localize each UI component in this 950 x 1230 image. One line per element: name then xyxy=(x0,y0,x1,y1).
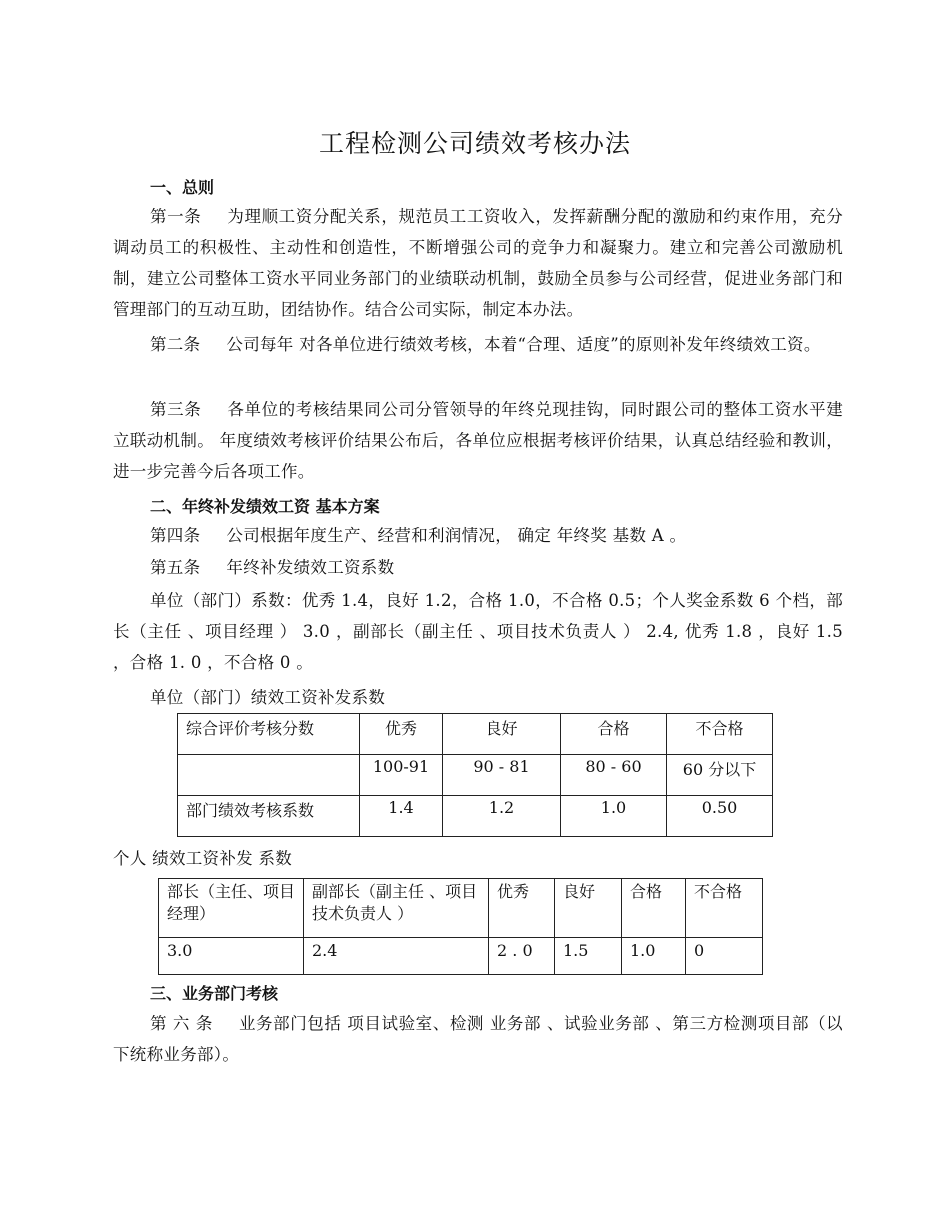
table-header-cell: 优秀 xyxy=(360,714,443,755)
table-cell: 1.0 xyxy=(561,796,667,837)
table-row xyxy=(159,879,763,938)
table-header-cell: 不合格 xyxy=(667,714,773,755)
article-6 xyxy=(113,1008,843,1070)
table-row xyxy=(178,714,773,755)
table2-caption: 个人 绩效工资补发 系数 xyxy=(113,849,293,868)
section-heading-plan: 二、年终补发绩效工资 基本方案 xyxy=(150,497,380,516)
table-header-cell: 综合评价考核分数 xyxy=(178,714,360,755)
article-4 xyxy=(113,520,843,551)
table-cell: 1.5 xyxy=(555,938,622,975)
table-cell: 60 分以下 xyxy=(667,755,773,796)
article-1 xyxy=(113,201,843,325)
table-row xyxy=(178,755,773,796)
table-row xyxy=(159,938,763,975)
article-5 xyxy=(113,552,843,583)
department-coefficient-table xyxy=(177,713,773,837)
table-header-cell: 良好 xyxy=(443,714,561,755)
table-cell: 2.4 xyxy=(304,938,489,975)
table-cell: 1.2 xyxy=(443,796,561,837)
table-cell: 1.4 xyxy=(360,796,443,837)
article-3-label: 第三条 xyxy=(150,400,202,419)
article-5-text: 年终补发绩效工资系数 xyxy=(226,558,395,577)
table-cell: 90 - 81 xyxy=(443,755,561,796)
table-header-cell: 合格 xyxy=(622,879,686,938)
document-title: 工程检测公司绩效考核办法 xyxy=(318,129,631,158)
article-3 xyxy=(113,394,843,487)
table-header-cell: 部长（主任、项目经理） xyxy=(159,879,304,938)
coefficient-description: 单位（部门）系数：优秀 1.4，良好 1.2，合格 1.0，不合格 0.5；个人奖金系数 6 个档，部长（主任 、项目经理 ） 3.0 ，副部长（副主任 、项目技术负责人 ） 2.4, 优秀 1.8 ，良好 1.5 ，合格 1. 0 ，不合格 0 。 xyxy=(113,591,843,672)
table-cell: 部门绩效考核系数 xyxy=(178,796,360,837)
article-3-text: 各单位的考核结果同公司分管领导的年终兑现挂钩，同时跟公司的整体工资水平建立联动机制。 年度绩效考核评价结果公布后，各单位应根据考核评价结果，认真总结经验和教训，进一步完善今后各项工作。 xyxy=(113,400,843,481)
table-header-cell: 副部长（副主任 、项目技术负责人 ） xyxy=(304,879,489,938)
table-cell xyxy=(178,755,360,796)
section-heading-general: 一、总则 xyxy=(150,178,215,197)
table-header-cell: 不合格 xyxy=(686,879,763,938)
article-1-text: 为理顺工资分配关系，规范员工工资收入，发挥薪酬分配的激励和约束作用，充分调动员工的积极性、主动性和创造性，不断增强公司的竞争力和凝聚力。建立和完善公司激励机制，建立公司整体工资水平同业务部门的业绩联动机制，鼓励全员参与公司经营，促进业务部门和管理部门的互动互助，团结协作。结合公司实际，制定本办法。 xyxy=(113,207,843,319)
table1-caption: 单位（部门）绩效工资补发系数 xyxy=(150,688,386,707)
article-1-label: 第一条 xyxy=(150,207,202,226)
table-cell: 2 . 0 xyxy=(489,938,555,975)
table-cell: 100-91 xyxy=(360,755,443,796)
article-2-label: 第二条 xyxy=(150,335,201,354)
article-6-label: 第 六 条 xyxy=(150,1014,213,1033)
section-heading-business: 三、业务部门考核 xyxy=(150,984,279,1003)
personal-coefficient-table xyxy=(158,878,763,975)
article-6-text: 业务部门包括 项目试验室、检测 业务部 、试验业务部 、第三方检测项目部（以下统称业务部）。 xyxy=(113,1014,843,1064)
table-header-cell: 良好 xyxy=(555,879,622,938)
table-cell: 0 xyxy=(686,938,763,975)
table-cell: 1.0 xyxy=(622,938,686,975)
article-4-label: 第四条 xyxy=(150,526,201,545)
table-cell: 0.50 xyxy=(667,796,773,837)
article-5-label: 第五条 xyxy=(150,558,201,577)
table-row xyxy=(178,796,773,837)
article-4-text: 公司根据年度生产、经营和利润情况， 确定 年终奖 基数 A 。 xyxy=(226,526,687,545)
article-2-text: 公司每年 对各单位进行绩效考核，本着“合理、适度”的原则补发年终绩效工资。 xyxy=(226,335,821,354)
table-cell: 80 - 60 xyxy=(561,755,667,796)
table-cell: 3.0 xyxy=(159,938,304,975)
table-header-cell: 优秀 xyxy=(489,879,555,938)
article-2 xyxy=(113,329,843,360)
table-header-cell: 合格 xyxy=(561,714,667,755)
